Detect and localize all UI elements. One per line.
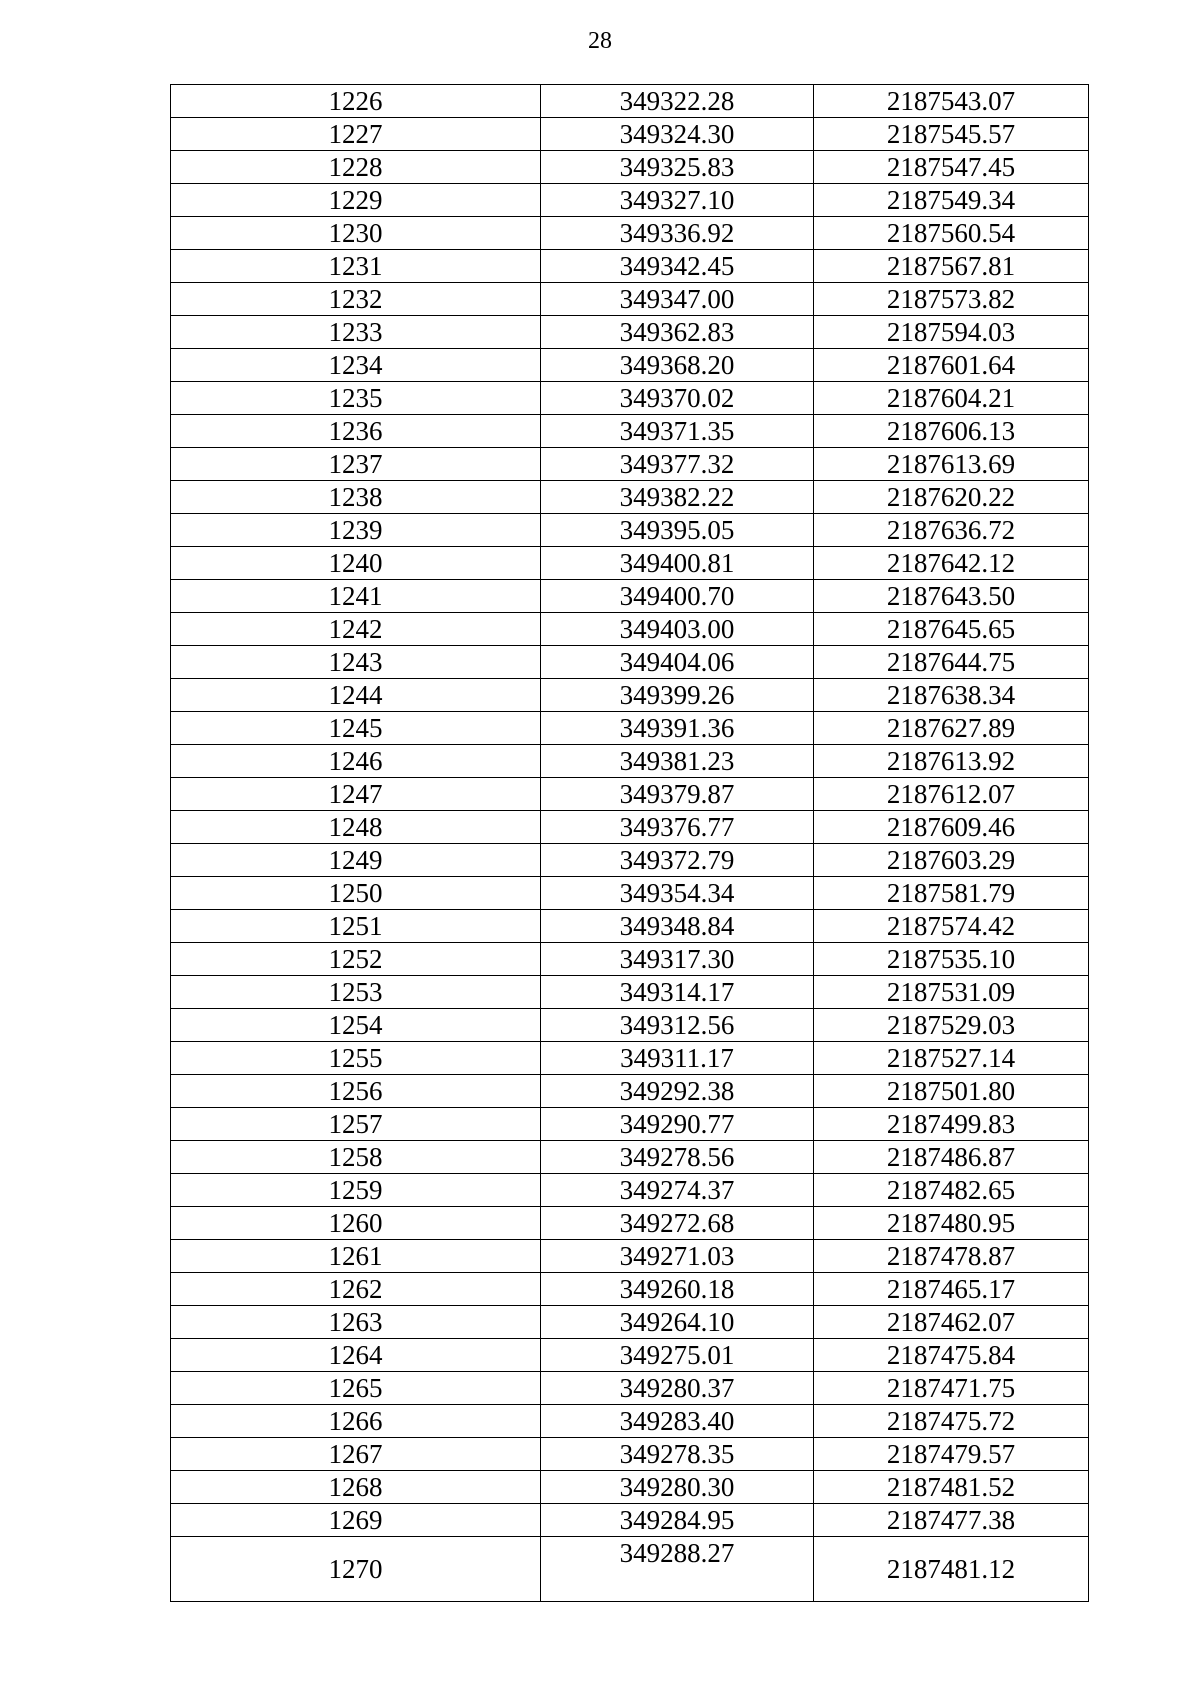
table-row <box>171 1174 1089 1207</box>
x-coordinate-cell: 349290.77 <box>541 1108 814 1141</box>
y-coordinate-cell: 2187527.14 <box>814 1042 1089 1075</box>
point-number-cell: 1250 <box>171 877 541 910</box>
x-coordinate-cell: 349377.32 <box>541 448 814 481</box>
point-number-cell: 1257 <box>171 1108 541 1141</box>
y-coordinate-cell: 2187645.65 <box>814 613 1089 646</box>
table-row <box>171 1537 1089 1602</box>
y-coordinate-cell: 2187547.45 <box>814 151 1089 184</box>
coordinates-table-body <box>171 85 1089 1602</box>
point-number-cell: 1259 <box>171 1174 541 1207</box>
table-row <box>171 349 1089 382</box>
table-row <box>171 85 1089 118</box>
y-coordinate-cell: 2187462.07 <box>814 1306 1089 1339</box>
x-coordinate-cell: 349391.36 <box>541 712 814 745</box>
table-row <box>171 283 1089 316</box>
y-coordinate-cell: 2187627.89 <box>814 712 1089 745</box>
coordinates-table <box>170 84 1089 1602</box>
point-number-cell: 1242 <box>171 613 541 646</box>
x-coordinate-cell: 349324.30 <box>541 118 814 151</box>
x-coordinate-cell: 349370.02 <box>541 382 814 415</box>
y-coordinate-cell: 2187486.87 <box>814 1141 1089 1174</box>
y-coordinate-cell: 2187481.12 <box>814 1537 1089 1602</box>
table-row <box>171 217 1089 250</box>
y-coordinate-cell: 2187643.50 <box>814 580 1089 613</box>
table-row <box>171 1108 1089 1141</box>
point-number-cell: 1233 <box>171 316 541 349</box>
point-number-cell: 1263 <box>171 1306 541 1339</box>
x-coordinate-cell: 349347.00 <box>541 283 814 316</box>
y-coordinate-cell: 2187613.92 <box>814 745 1089 778</box>
y-coordinate-cell: 2187594.03 <box>814 316 1089 349</box>
table-row <box>171 580 1089 613</box>
table-row <box>171 250 1089 283</box>
point-number-cell: 1226 <box>171 85 541 118</box>
y-coordinate-cell: 2187567.81 <box>814 250 1089 283</box>
point-number-cell: 1266 <box>171 1405 541 1438</box>
table-row <box>171 943 1089 976</box>
table-row <box>171 481 1089 514</box>
x-coordinate-cell: 349371.35 <box>541 415 814 448</box>
y-coordinate-cell: 2187612.07 <box>814 778 1089 811</box>
y-coordinate-cell: 2187478.87 <box>814 1240 1089 1273</box>
y-coordinate-cell: 2187479.57 <box>814 1438 1089 1471</box>
y-coordinate-cell: 2187543.07 <box>814 85 1089 118</box>
table-row <box>171 1504 1089 1537</box>
point-number-cell: 1228 <box>171 151 541 184</box>
table-row <box>171 646 1089 679</box>
y-coordinate-cell: 2187465.17 <box>814 1273 1089 1306</box>
y-coordinate-cell: 2187581.79 <box>814 877 1089 910</box>
point-number-cell: 1229 <box>171 184 541 217</box>
y-coordinate-cell: 2187482.65 <box>814 1174 1089 1207</box>
y-coordinate-cell: 2187529.03 <box>814 1009 1089 1042</box>
table-row <box>171 811 1089 844</box>
table-row <box>171 745 1089 778</box>
x-coordinate-cell: 349311.17 <box>541 1042 814 1075</box>
x-coordinate-cell: 349271.03 <box>541 1240 814 1273</box>
table-row <box>171 382 1089 415</box>
y-coordinate-cell: 2187573.82 <box>814 283 1089 316</box>
table-row <box>171 118 1089 151</box>
y-coordinate-cell: 2187606.13 <box>814 415 1089 448</box>
x-coordinate-cell: 349278.56 <box>541 1141 814 1174</box>
table-row <box>171 910 1089 943</box>
table-row <box>171 712 1089 745</box>
x-coordinate-cell: 349336.92 <box>541 217 814 250</box>
y-coordinate-cell: 2187480.95 <box>814 1207 1089 1240</box>
point-number-cell: 1262 <box>171 1273 541 1306</box>
table-row <box>171 1339 1089 1372</box>
x-coordinate-cell: 349400.70 <box>541 580 814 613</box>
point-number-cell: 1258 <box>171 1141 541 1174</box>
x-coordinate-cell: 349264.10 <box>541 1306 814 1339</box>
y-coordinate-cell: 2187499.83 <box>814 1108 1089 1141</box>
x-coordinate-cell: 349322.28 <box>541 85 814 118</box>
x-coordinate-cell: 349404.06 <box>541 646 814 679</box>
table-row <box>171 514 1089 547</box>
x-coordinate-cell: 349376.77 <box>541 811 814 844</box>
table-row <box>171 976 1089 1009</box>
x-coordinate-cell: 349314.17 <box>541 976 814 1009</box>
y-coordinate-cell: 2187609.46 <box>814 811 1089 844</box>
point-number-cell: 1269 <box>171 1504 541 1537</box>
point-number-cell: 1244 <box>171 679 541 712</box>
y-coordinate-cell: 2187501.80 <box>814 1075 1089 1108</box>
point-number-cell: 1237 <box>171 448 541 481</box>
y-coordinate-cell: 2187481.52 <box>814 1471 1089 1504</box>
y-coordinate-cell: 2187471.75 <box>814 1372 1089 1405</box>
point-number-cell: 1235 <box>171 382 541 415</box>
x-coordinate-cell: 349312.56 <box>541 1009 814 1042</box>
point-number-cell: 1236 <box>171 415 541 448</box>
table-row <box>171 547 1089 580</box>
table-row <box>171 1438 1089 1471</box>
point-number-cell: 1251 <box>171 910 541 943</box>
point-number-cell: 1261 <box>171 1240 541 1273</box>
point-number-cell: 1230 <box>171 217 541 250</box>
x-coordinate-cell: 349395.05 <box>541 514 814 547</box>
point-number-cell: 1264 <box>171 1339 541 1372</box>
x-coordinate-cell: 349372.79 <box>541 844 814 877</box>
point-number-cell: 1239 <box>171 514 541 547</box>
x-coordinate-cell: 349400.81 <box>541 547 814 580</box>
table-row <box>171 415 1089 448</box>
table-row <box>171 1372 1089 1405</box>
point-number-cell: 1246 <box>171 745 541 778</box>
y-coordinate-cell: 2187545.57 <box>814 118 1089 151</box>
point-number-cell: 1238 <box>171 481 541 514</box>
point-number-cell: 1260 <box>171 1207 541 1240</box>
y-coordinate-cell: 2187475.84 <box>814 1339 1089 1372</box>
x-coordinate-cell: 349275.01 <box>541 1339 814 1372</box>
x-coordinate-cell: 349403.00 <box>541 613 814 646</box>
point-number-cell: 1245 <box>171 712 541 745</box>
point-number-cell: 1256 <box>171 1075 541 1108</box>
point-number-cell: 1227 <box>171 118 541 151</box>
table-row <box>171 1075 1089 1108</box>
table-row <box>171 679 1089 712</box>
x-coordinate-cell: 349274.37 <box>541 1174 814 1207</box>
point-number-cell: 1231 <box>171 250 541 283</box>
point-number-cell: 1252 <box>171 943 541 976</box>
point-number-cell: 1254 <box>171 1009 541 1042</box>
page-number: 28 <box>588 28 612 54</box>
x-coordinate-cell: 349379.87 <box>541 778 814 811</box>
x-coordinate-cell: 349325.83 <box>541 151 814 184</box>
table-row <box>171 1207 1089 1240</box>
y-coordinate-cell: 2187604.21 <box>814 382 1089 415</box>
y-coordinate-cell: 2187477.38 <box>814 1504 1089 1537</box>
y-coordinate-cell: 2187603.29 <box>814 844 1089 877</box>
table-row <box>171 1405 1089 1438</box>
table-row <box>171 1273 1089 1306</box>
table-row <box>171 778 1089 811</box>
table-row <box>171 1141 1089 1174</box>
x-coordinate-cell: 349280.30 <box>541 1471 814 1504</box>
point-number-cell: 1234 <box>171 349 541 382</box>
x-coordinate-cell: 349368.20 <box>541 349 814 382</box>
x-coordinate-cell: 349381.23 <box>541 745 814 778</box>
point-number-cell: 1255 <box>171 1042 541 1075</box>
point-number-cell: 1240 <box>171 547 541 580</box>
y-coordinate-cell: 2187535.10 <box>814 943 1089 976</box>
y-coordinate-cell: 2187636.72 <box>814 514 1089 547</box>
x-coordinate-cell: 349260.18 <box>541 1273 814 1306</box>
y-coordinate-cell: 2187574.42 <box>814 910 1089 943</box>
x-coordinate-cell: 349348.84 <box>541 910 814 943</box>
x-coordinate-cell: 349399.26 <box>541 679 814 712</box>
table-row <box>171 184 1089 217</box>
y-coordinate-cell: 2187638.34 <box>814 679 1089 712</box>
x-coordinate-cell: 349327.10 <box>541 184 814 217</box>
table-row <box>171 316 1089 349</box>
table-row <box>171 151 1089 184</box>
x-coordinate-cell: 349278.35 <box>541 1438 814 1471</box>
y-coordinate-cell: 2187642.12 <box>814 547 1089 580</box>
table-row <box>171 1306 1089 1339</box>
x-coordinate-cell: 349354.34 <box>541 877 814 910</box>
table-row <box>171 1471 1089 1504</box>
y-coordinate-cell: 2187549.34 <box>814 184 1089 217</box>
x-coordinate-cell: 349362.83 <box>541 316 814 349</box>
y-coordinate-cell: 2187620.22 <box>814 481 1089 514</box>
table-row <box>171 1042 1089 1075</box>
table-row <box>171 844 1089 877</box>
point-number-cell: 1270 <box>171 1537 541 1602</box>
x-coordinate-cell: 349280.37 <box>541 1372 814 1405</box>
x-coordinate-cell: 349342.45 <box>541 250 814 283</box>
point-number-cell: 1232 <box>171 283 541 316</box>
point-number-cell: 1265 <box>171 1372 541 1405</box>
x-coordinate-cell: 349272.68 <box>541 1207 814 1240</box>
x-coordinate-cell: 349284.95 <box>541 1504 814 1537</box>
table-row <box>171 877 1089 910</box>
x-coordinate-cell: 349288.27 <box>541 1537 814 1602</box>
table-row <box>171 613 1089 646</box>
point-number-cell: 1249 <box>171 844 541 877</box>
y-coordinate-cell: 2187613.69 <box>814 448 1089 481</box>
x-coordinate-cell: 349292.38 <box>541 1075 814 1108</box>
point-number-cell: 1247 <box>171 778 541 811</box>
point-number-cell: 1243 <box>171 646 541 679</box>
y-coordinate-cell: 2187475.72 <box>814 1405 1089 1438</box>
point-number-cell: 1248 <box>171 811 541 844</box>
table-row <box>171 448 1089 481</box>
y-coordinate-cell: 2187560.54 <box>814 217 1089 250</box>
table-row <box>171 1009 1089 1042</box>
y-coordinate-cell: 2187531.09 <box>814 976 1089 1009</box>
x-coordinate-cell: 349317.30 <box>541 943 814 976</box>
x-coordinate-cell: 349283.40 <box>541 1405 814 1438</box>
point-number-cell: 1268 <box>171 1471 541 1504</box>
point-number-cell: 1253 <box>171 976 541 1009</box>
y-coordinate-cell: 2187644.75 <box>814 646 1089 679</box>
table-row <box>171 1240 1089 1273</box>
point-number-cell: 1267 <box>171 1438 541 1471</box>
point-number-cell: 1241 <box>171 580 541 613</box>
x-coordinate-cell: 349382.22 <box>541 481 814 514</box>
y-coordinate-cell: 2187601.64 <box>814 349 1089 382</box>
